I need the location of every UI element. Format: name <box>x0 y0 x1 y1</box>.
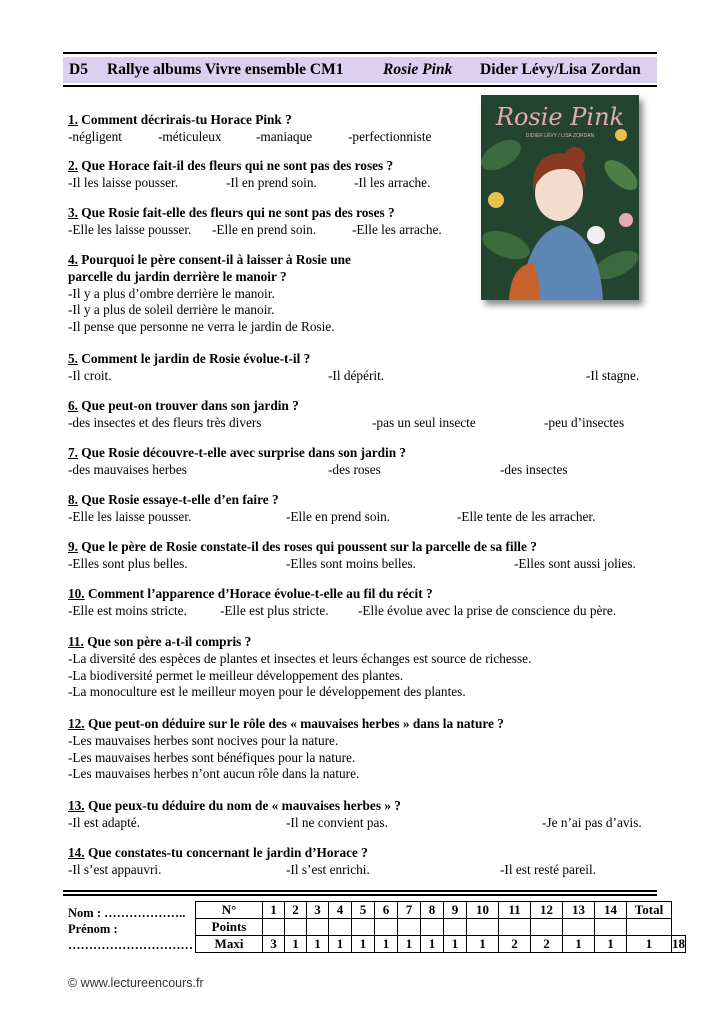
question-9 <box>68 539 636 573</box>
answer-option: -Elles sont moins belles. <box>286 555 417 571</box>
dotted-line: ………………………… <box>68 938 193 952</box>
header-cell: Total <box>627 902 672 919</box>
answer-option: -Il y a plus d’ombre derrière le manoir. <box>68 285 275 301</box>
points-input-cell[interactable] <box>499 919 531 936</box>
answer-option: -des roses <box>328 461 381 477</box>
question-13 <box>68 798 642 832</box>
answer-option: -La diversité des espèces de plantes et insectes et leurs échanges est source de richesse. <box>68 650 532 666</box>
question-number: 12. <box>68 716 85 731</box>
question-4 <box>68 252 351 336</box>
answer-option: -Il pense que personne ne verra le jardin de Rosie. <box>68 319 335 335</box>
answer-option: -négligent <box>68 128 122 144</box>
header-cell: 9 <box>444 902 467 919</box>
question-title <box>68 445 406 462</box>
question-title <box>68 634 531 651</box>
question-1 <box>68 112 432 146</box>
points-input-cell[interactable] <box>467 919 499 936</box>
maxi-cell: 1 <box>329 936 352 953</box>
question-number: 13. <box>68 798 85 813</box>
answer-option: -Il ne convient pas. <box>286 814 388 830</box>
answer-option: -des insectes et des fleurs très divers <box>68 414 262 430</box>
points-input-cell[interactable] <box>263 919 285 936</box>
question-title <box>68 112 292 129</box>
question-text: Que le père de Rosie constate-il des roses qui poussent sur la parcelle de sa fille ? <box>77 539 537 554</box>
authors: Dider Lévy/Lisa Zordan <box>480 61 641 78</box>
book-title: Rosie Pink <box>383 61 453 78</box>
answer-option: -maniaque <box>256 128 313 144</box>
question-11 <box>68 634 531 701</box>
answer-option: -Elle tente de les arracher. <box>457 508 596 524</box>
points-input-cell[interactable] <box>307 919 329 936</box>
maxi-cell: 1 <box>398 936 421 953</box>
question-14 <box>68 845 596 879</box>
answer-options <box>68 508 596 526</box>
answer-option: -Il dépérit. <box>328 367 385 383</box>
answer-option: -perfectionniste <box>348 128 432 144</box>
cover-title: Rosie Pink <box>495 103 625 131</box>
score-table <box>195 901 686 953</box>
sheet-code: D5 <box>69 61 88 78</box>
header-cell: 13 <box>563 902 595 919</box>
question-title <box>68 845 368 862</box>
answer-options <box>68 367 640 385</box>
answer-option: -Les mauvaises herbes sont nocives pour la nature. <box>68 732 339 748</box>
question-title <box>68 539 537 556</box>
question-text: Que Rosie découvre-t-elle avec surprise dans son jardin ? <box>77 445 407 460</box>
header-cell: 5 <box>352 902 375 919</box>
answer-option: -des mauvaises herbes <box>68 461 187 477</box>
answer-options <box>68 128 432 146</box>
question-number: 1. <box>68 112 78 127</box>
question-title <box>68 398 299 415</box>
answer-option: -Elle évolue avec la prise de conscience du père. <box>358 602 617 618</box>
question-title <box>68 716 504 733</box>
question-8 <box>68 492 596 526</box>
question-text: Que Horace fait-il des fleurs qui ne sont pas des roses ? <box>77 158 394 173</box>
header-cell: 10 <box>467 902 499 919</box>
answer-options <box>68 602 617 620</box>
answer-option: -Il en prend soin. <box>226 174 317 190</box>
header-cell: 6 <box>375 902 398 919</box>
bottom-rule-2 <box>63 894 657 896</box>
question-2 <box>68 158 431 192</box>
question-number: 9. <box>68 539 78 554</box>
question-text: Que Rosie essaye-t-elle d’en faire ? <box>77 492 279 507</box>
question-title <box>68 492 279 509</box>
answer-option: -Les mauvaises herbes n’ont aucun rôle dans la nature. <box>68 766 360 782</box>
header-cell: 11 <box>499 902 531 919</box>
question-text: Que peux-tu déduire du nom de « mauvaises herbes » ? <box>84 798 401 813</box>
question-text: Comment l’apparence d’Horace évolue-t-elle au fil du récit ? <box>84 586 433 601</box>
header-cell: 1 <box>263 902 285 919</box>
score-maxi-row <box>196 936 686 953</box>
points-label-cell: Points <box>196 919 263 936</box>
question-text: Comment décrirais-tu Horace Pink ? <box>77 112 292 127</box>
answer-option: -Elle les arrache. <box>352 221 442 237</box>
header-cell: 12 <box>531 902 563 919</box>
book-cover-image <box>481 95 639 300</box>
answer-option: -méticuleux <box>158 128 222 144</box>
question-title <box>68 158 393 175</box>
question-text: Que Rosie fait-elle des fleurs qui ne sont pas des roses ? <box>77 205 395 220</box>
question-number: 14. <box>68 845 85 860</box>
answer-options <box>68 555 636 573</box>
answer-option: -Elles sont aussi jolies. <box>514 555 636 571</box>
maxi-label-cell: Maxi <box>196 936 263 953</box>
header-cell: 8 <box>421 902 444 919</box>
maxi-cell: 2 <box>499 936 531 953</box>
answer-option: -Elles sont plus belles. <box>68 555 188 571</box>
answer-option: -Il s’est enrichi. <box>286 861 370 877</box>
header-cell: 4 <box>329 902 352 919</box>
question-number: 4. <box>68 252 78 267</box>
answer-option: -Elle les laisse pousser. <box>68 508 192 524</box>
question-number: 3. <box>68 205 78 220</box>
points-input-cell[interactable] <box>421 919 444 936</box>
answer-options <box>68 174 431 192</box>
answer-option: -Il les arrache. <box>354 174 431 190</box>
question-text: Pourquoi le père consent-il à laisser à Rosie une <box>77 252 351 267</box>
answer-option: -La biodiversité permet le meilleur développement des plantes. <box>68 667 404 683</box>
answer-options <box>68 461 568 479</box>
header-cell: 14 <box>595 902 627 919</box>
answer-option: -Elle les laisse pousser. <box>68 221 192 237</box>
prenom-field: Prénom : <box>68 922 118 936</box>
answer-option: -Il stagne. <box>586 367 640 383</box>
question-10 <box>68 586 617 620</box>
cover-subtitle: DIDIER LÉVY / LISA ZORDAN <box>525 133 595 139</box>
question-number: 10. <box>68 586 85 601</box>
question-number: 7. <box>68 445 78 460</box>
header-cell: 7 <box>398 902 421 919</box>
answer-option: -Il y a plus de soleil derrière le manoir. <box>68 302 275 318</box>
answer-option: -La monoculture est le meilleur moyen pour le développement des plantes. <box>68 684 466 700</box>
points-input-cell[interactable] <box>627 919 672 936</box>
question-number: 11. <box>68 634 84 649</box>
answer-option: -Elle en prend soin. <box>286 508 391 524</box>
question-5 <box>68 351 640 385</box>
points-input-cell[interactable] <box>375 919 398 936</box>
points-input-cell[interactable] <box>444 919 467 936</box>
maxi-cell: 1 <box>375 936 398 953</box>
copyright-text: © www.lectureencours.fr <box>68 976 204 990</box>
maxi-cell: 18 <box>672 936 685 951</box>
question-title <box>68 252 351 269</box>
question-title <box>68 798 401 815</box>
bottom-rule-1 <box>63 890 657 892</box>
maxi-cell: 1 <box>285 936 307 953</box>
question-text: Comment le jardin de Rosie évolue-t-il ? <box>77 351 311 366</box>
answer-option: -des insectes <box>500 461 568 477</box>
question-12 <box>68 716 504 783</box>
question-7 <box>68 445 568 479</box>
top-rule-1 <box>63 52 657 54</box>
maxi-cell: 2 <box>531 936 563 953</box>
points-input-cell[interactable] <box>352 919 375 936</box>
maxi-cell: 1 <box>563 936 595 953</box>
points-input-cell[interactable] <box>398 919 421 936</box>
score-header-row <box>196 902 686 919</box>
question-title <box>68 351 310 368</box>
question-text-continued: parcelle du jardin derrière le manoir ? <box>68 268 287 284</box>
answer-option: -Elle est moins stricte. <box>68 602 187 618</box>
question-text: Que constates-tu concernant le jardin d’Horace ? <box>84 845 368 860</box>
question-3 <box>68 205 442 239</box>
question-title <box>68 586 433 603</box>
maxi-cell: 1 <box>595 936 627 953</box>
top-rule-2 <box>63 85 657 87</box>
answer-option: -Elle est plus stricte. <box>220 602 329 618</box>
points-input-cell[interactable] <box>329 919 352 936</box>
answer-option: -Il est resté pareil. <box>500 861 596 877</box>
points-input-cell[interactable] <box>595 919 627 936</box>
answer-option: -Les mauvaises herbes sont bénéfiques pour la nature. <box>68 749 356 765</box>
question-text: Que peut-on trouver dans son jardin ? <box>77 398 299 413</box>
question-number: 6. <box>68 398 78 413</box>
series-name: Rallye albums Vivre ensemble CM1 <box>107 61 344 78</box>
nom-field: Nom : ……………….. <box>68 906 186 920</box>
answer-options <box>68 221 442 239</box>
points-input-cell[interactable] <box>285 919 307 936</box>
header-cell: 2 <box>285 902 307 919</box>
answer-option: -Il s’est appauvri. <box>68 861 162 877</box>
maxi-cell: 1 <box>627 936 672 953</box>
answer-options <box>68 861 596 879</box>
header-bar <box>63 57 657 83</box>
header-cell: 3 <box>307 902 329 919</box>
header-label-cell: N° <box>196 902 263 919</box>
question-text: Que son père a-t-il compris ? <box>83 634 252 649</box>
answer-option: -pas un seul insecte <box>372 414 476 430</box>
maxi-cell: 1 <box>421 936 444 953</box>
maxi-cell: 1 <box>352 936 375 953</box>
answer-options <box>68 814 642 832</box>
points-input-cell[interactable] <box>531 919 563 936</box>
answer-option: -Il les laisse pousser. <box>68 174 179 190</box>
question-number: 8. <box>68 492 78 507</box>
answer-option: -Je n’ai pas d’avis. <box>542 814 642 830</box>
question-number: 5. <box>68 351 78 366</box>
maxi-cell: 1 <box>444 936 467 953</box>
question-text: Que peut-on déduire sur le rôle des « mauvaises herbes » dans la nature ? <box>84 716 504 731</box>
question-number: 2. <box>68 158 78 173</box>
points-input-cell[interactable] <box>563 919 595 936</box>
answer-option: -Il est adapté. <box>68 814 140 830</box>
maxi-cell: 1 <box>467 936 499 953</box>
answer-option: -peu d’insectes <box>544 414 625 430</box>
answer-option: -Il croit. <box>68 367 112 383</box>
question-title <box>68 205 395 222</box>
answer-option: -Elle en prend soin. <box>212 221 317 237</box>
maxi-cell: 1 <box>307 936 329 953</box>
question-6 <box>68 398 625 432</box>
maxi-cell: 3 <box>263 936 285 953</box>
answer-options <box>68 414 625 432</box>
score-points-row <box>196 919 686 936</box>
